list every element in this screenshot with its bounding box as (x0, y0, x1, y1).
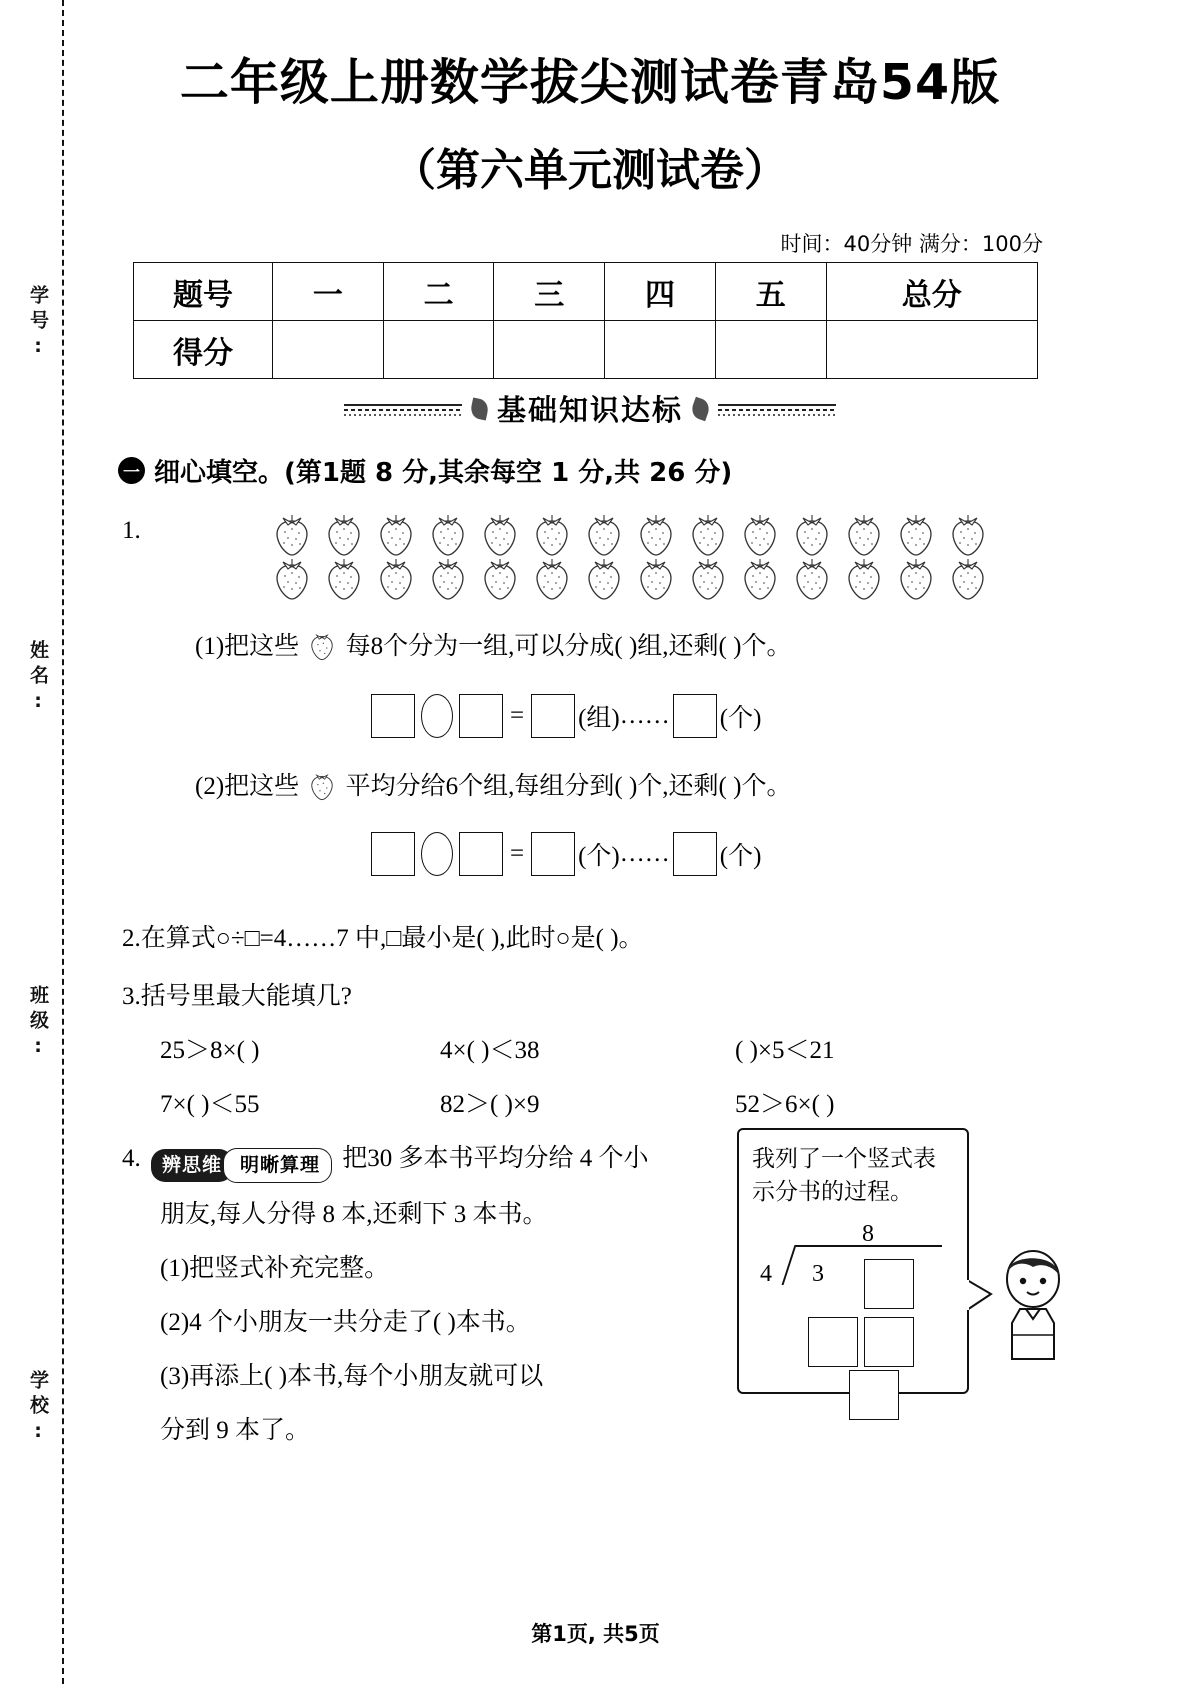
strawberry-icon (324, 556, 364, 600)
strawberry-icon (844, 556, 884, 600)
strawberry-icon (792, 512, 832, 556)
section-banner (120, 388, 1060, 429)
question-4-sub-4: 分到 9 本了。 (160, 1417, 311, 1444)
unit-label: (个) (719, 843, 762, 870)
strawberry-icon (532, 512, 572, 556)
question-1-sub-1: (1)把这些 每8个分为一组,可以分成( )组,还剩( )个。 (195, 633, 792, 660)
strawberry-icon (896, 512, 936, 556)
page-footer: 第1页, 共5页 (531, 1622, 660, 1646)
strawberry-icon (948, 556, 988, 600)
score-col-4: 四 (605, 263, 716, 321)
strawberry-icon (272, 556, 312, 600)
strawberry-icon (272, 512, 312, 556)
question-4-sub-2[interactable]: (2)4 个小朋友一共分走了( )本书。 (160, 1309, 531, 1336)
operator-circle[interactable] (421, 694, 453, 738)
strawberry-icon (584, 556, 624, 600)
strawberry-icon (376, 512, 416, 556)
page-title: 二年级上册数学拔尖测试卷青岛54版 (179, 54, 1001, 111)
score-cell[interactable] (715, 321, 826, 379)
answer-box[interactable] (673, 694, 717, 738)
strawberry-icon (688, 556, 728, 600)
strawberry-icon (376, 556, 416, 600)
leaf-icon (689, 396, 712, 421)
strawberry-icon (792, 556, 832, 600)
remainder-dots: …… (619, 702, 670, 729)
score-cell[interactable] (383, 321, 494, 379)
strawberry-icon (428, 556, 468, 600)
strawberry-row-2 (272, 556, 988, 600)
strawberry-icon (428, 556, 468, 600)
inequality[interactable]: 52＞6×( ) (735, 1091, 835, 1118)
strawberry-icon (272, 556, 312, 600)
bubble-line-1: 我列了一个竖式表 (752, 1146, 936, 1171)
badge-dark-label: 辨思维 (151, 1149, 233, 1182)
margin-label-school: 学校: (27, 1370, 49, 1448)
strawberry-icon (636, 556, 676, 600)
answer-box[interactable] (531, 694, 575, 738)
strawberry-icon (792, 556, 832, 600)
unit-label: (个) (719, 705, 762, 732)
answer-box[interactable] (531, 832, 575, 876)
equals-sign: = (510, 840, 525, 867)
question-4-line-2: 朋友,每人分得 8 本,还剩下 3 本书。 (160, 1201, 548, 1228)
strawberry-icon (428, 512, 468, 556)
banner-rule-right (718, 402, 836, 416)
strawberry-inline-icon (305, 771, 339, 801)
page-subtitle: （第六单元测试卷） (392, 145, 788, 196)
strawberry-icon (584, 512, 624, 556)
strawberry-icon (688, 512, 728, 556)
answer-box[interactable] (808, 1317, 858, 1367)
strawberry-icon (948, 512, 988, 556)
strawberry-icon (532, 512, 572, 556)
question-3-row-1 (160, 1032, 1040, 1071)
boy-illustration (990, 1243, 1076, 1361)
score-cell[interactable] (273, 321, 384, 379)
strawberry-icon (305, 771, 339, 801)
strawberry-icon (896, 556, 936, 600)
question-1-equation-1 (368, 694, 761, 738)
thinking-badge (151, 1148, 332, 1183)
margin-label-student-id: 学号: (27, 285, 49, 363)
strawberry-icon (948, 512, 988, 556)
answer-box[interactable] (459, 694, 503, 738)
question-4-sub-1: (1)把竖式补充完整。 (160, 1255, 390, 1282)
question-1-equation-2 (368, 832, 761, 876)
score-col-1: 一 (273, 263, 384, 321)
strawberry-icon (844, 512, 884, 556)
strawberry-icon (636, 512, 676, 556)
score-row-label: 得分 (134, 321, 273, 379)
long-division-diagram (752, 1221, 954, 1371)
strawberry-icon (532, 556, 572, 600)
strawberry-icon (844, 512, 884, 556)
question-3-row-2 (160, 1086, 1040, 1125)
strawberry-inline-icon (305, 631, 339, 661)
strawberry-icon (636, 556, 676, 600)
equals-sign: = (510, 702, 525, 729)
leaf-icon (469, 397, 490, 420)
strawberry-icon (740, 512, 780, 556)
strawberry-icon (305, 631, 339, 661)
strawberry-icon (480, 556, 520, 600)
table-row (134, 321, 1038, 379)
inequality[interactable]: 25＞8×( ) (160, 1037, 260, 1064)
strawberry-icon (376, 556, 416, 600)
banner-title: 基础知识达标 (496, 393, 683, 427)
strawberry-icon (376, 512, 416, 556)
answer-box[interactable] (371, 694, 415, 738)
score-col-3: 三 (494, 263, 605, 321)
badge-light-label: 明晰算理 (223, 1148, 332, 1183)
margin-label-name: 姓名: (27, 640, 49, 718)
answer-box[interactable] (849, 1370, 899, 1420)
answer-box[interactable] (864, 1259, 914, 1309)
inequality[interactable]: 82＞( )×9 (440, 1091, 540, 1118)
score-col-5: 五 (715, 263, 826, 321)
exam-meta: 时间：40分钟 满分：100分 (780, 232, 1043, 256)
banner-rule-left (344, 402, 462, 416)
strawberry-icon (740, 556, 780, 600)
strawberry-icon (428, 512, 468, 556)
score-row-label: 题号 (134, 263, 273, 321)
strawberry-icon (688, 556, 728, 600)
margin-label-class: 班级: (27, 985, 49, 1063)
question-1-number: 1. (122, 517, 141, 544)
strawberry-icon (740, 556, 780, 600)
inequality[interactable]: ( )×5＜21 (735, 1037, 835, 1064)
dividend-tens-digit: 3 (812, 1260, 824, 1287)
section-number-badge: 一 (118, 457, 145, 484)
strawberry-icon (896, 556, 936, 600)
strawberry-icon (532, 556, 572, 600)
answer-box[interactable] (459, 832, 503, 876)
strawberry-icon (324, 512, 364, 556)
score-table (133, 262, 1038, 379)
inequality[interactable]: 7×( )＜55 (160, 1091, 260, 1118)
score-cell[interactable] (605, 321, 716, 379)
section-title: 细心填空。(第1题 8 分,其余每空 1 分,共 26 分) (154, 458, 733, 488)
strawberry-icon (636, 512, 676, 556)
strawberry-icon (584, 512, 624, 556)
question-1-sub-2: (2)把这些 平均分给6个组,每组分到( )个,还剩( )个。 (195, 773, 792, 800)
speech-bubble (737, 1128, 969, 1394)
score-cell[interactable] (494, 321, 605, 379)
strawberry-icon (948, 556, 988, 600)
quotient-digit: 8 (862, 1220, 874, 1247)
table-row (134, 263, 1038, 321)
answer-box[interactable] (864, 1317, 914, 1367)
score-col-total: 总分 (826, 263, 1037, 321)
strawberry-icon (740, 512, 780, 556)
question-3-title: 3.括号里最大能填几? (122, 983, 352, 1010)
remainder-dots: …… (619, 840, 670, 867)
unit-label: (组) (578, 705, 620, 732)
dashed-cut-line (62, 0, 64, 1684)
division-bar (796, 1245, 942, 1247)
strawberry-icon (480, 512, 520, 556)
strawberry-icon (688, 512, 728, 556)
division-bracket (782, 1245, 811, 1285)
answer-box[interactable] (371, 832, 415, 876)
bubble-line-2: 示分书的过程。 (752, 1179, 913, 1205)
section-one-heading (118, 452, 1058, 489)
strawberry-row-1 (272, 512, 988, 556)
strawberry-icon (324, 512, 364, 556)
operator-circle[interactable] (421, 832, 453, 876)
strawberry-icon (324, 556, 364, 600)
question-4-sub-3[interactable]: (3)再添上( )本书,每个小朋友就可以 (160, 1363, 544, 1390)
strawberry-icon (584, 556, 624, 600)
question-4-line-1: 4. 辨思维 明晰算理 把30 多本书平均分给 4 个小 (122, 1140, 742, 1183)
inequality[interactable]: 4×( )＜38 (440, 1037, 540, 1064)
strawberry-icon (480, 556, 520, 600)
strawberry-icon (844, 556, 884, 600)
answer-box[interactable] (673, 832, 717, 876)
question-2: 2.在算式○÷□=4……7 中,□最小是( ),此时○是( )。 (122, 925, 644, 952)
divisor-digit: 4 (760, 1260, 772, 1287)
unit-label: (个) (578, 843, 620, 870)
score-cell[interactable] (826, 321, 1037, 379)
strawberry-icon (272, 512, 312, 556)
strawberry-icon (480, 512, 520, 556)
score-col-2: 二 (383, 263, 494, 321)
strawberry-icon (896, 512, 936, 556)
strawberry-icon (792, 512, 832, 556)
